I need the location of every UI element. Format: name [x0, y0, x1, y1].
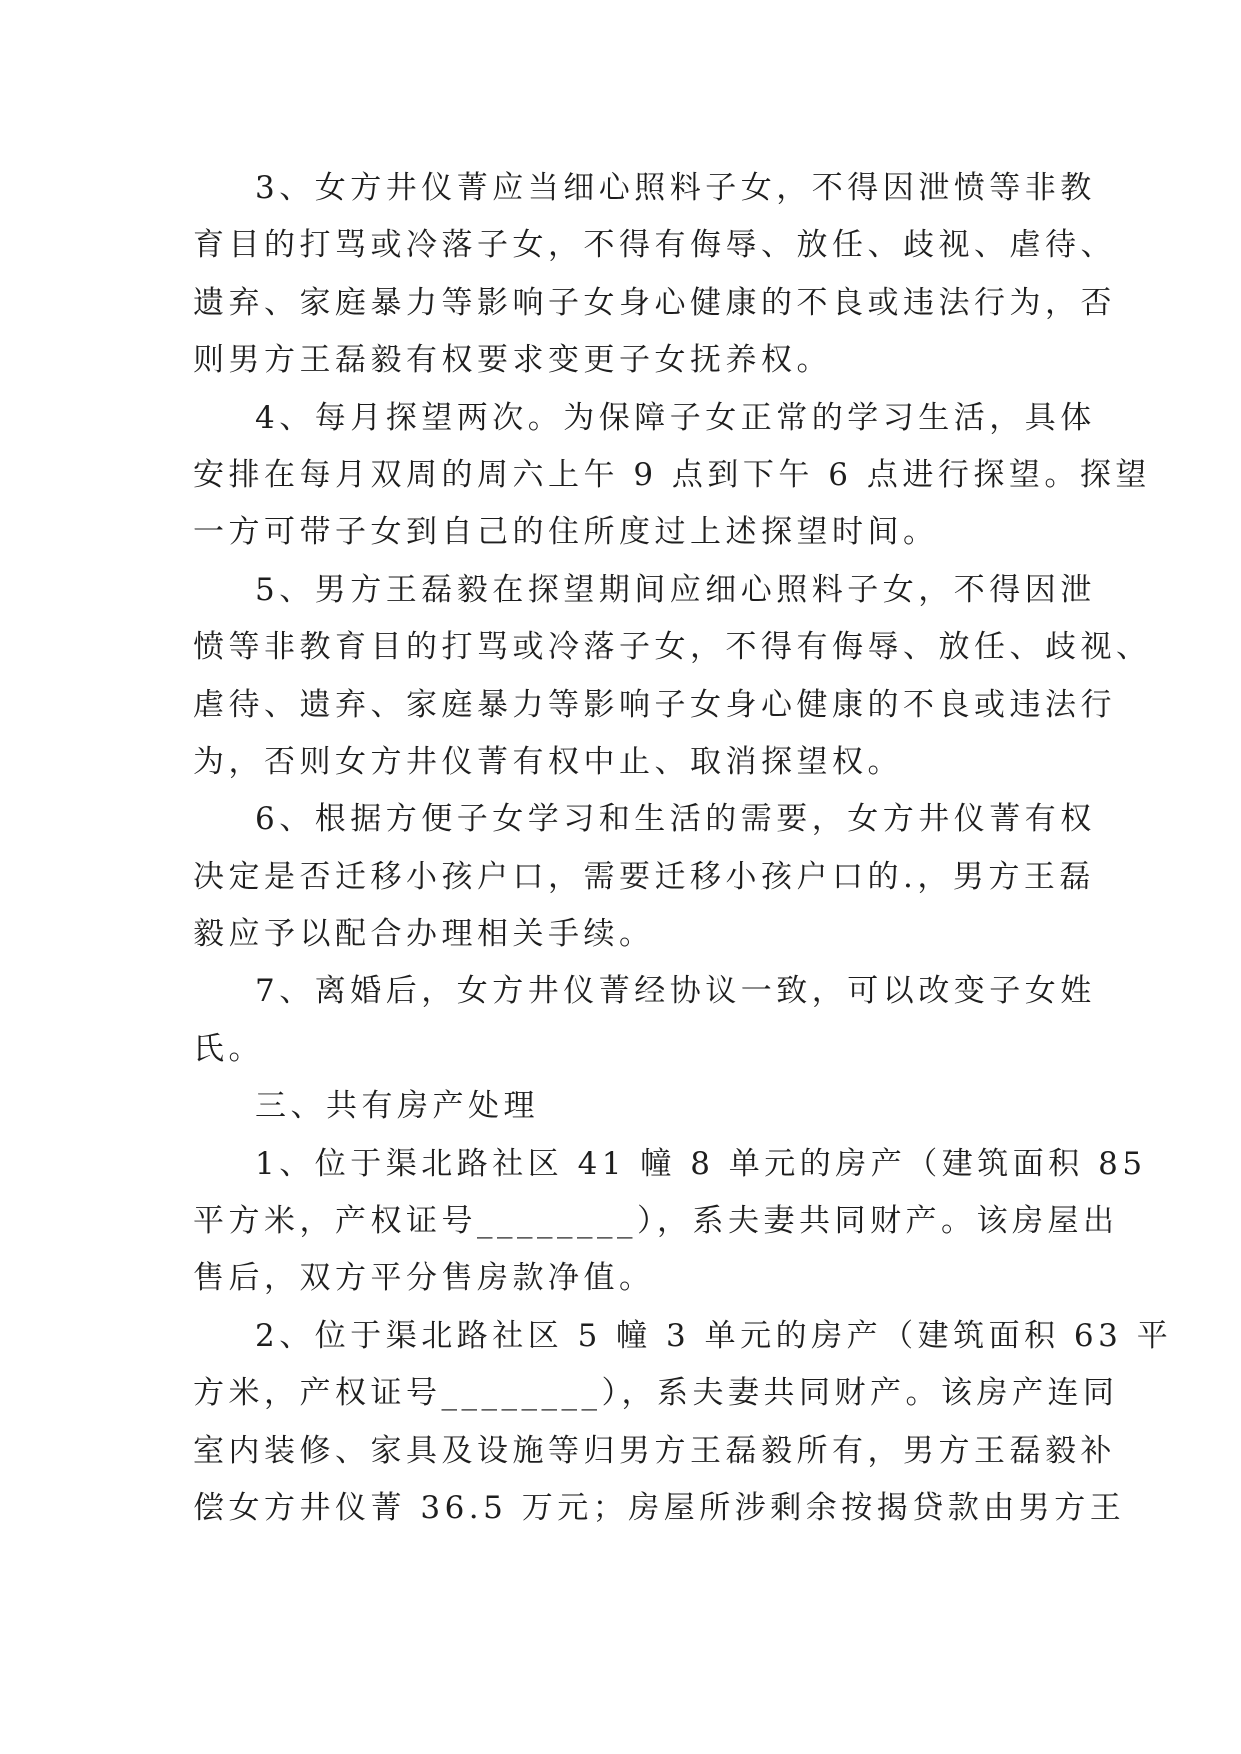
- paragraph-3-line-3: 遗弃、家庭暴力等影响子女身心健康的不良或违法行为，否: [193, 284, 1116, 321]
- paragraph-5-line-1: 5、男方王磊毅在探望期间应细心照料子女，不得因泄: [255, 571, 1096, 608]
- property-item-1-line-1: 1、位于渠北路社区 41 幢 8 单元的房产（建筑面积 85: [255, 1145, 1147, 1182]
- section-heading-property: 三、共有房产处理: [255, 1088, 539, 1125]
- paragraph-5-line-4: 为，否则女方井仪菁有权中止、取消探望权。: [193, 743, 903, 780]
- paragraph-6-line-2: 决定是否迁移小孩户口，需要迁移小孩户口的.，男方王磊: [193, 858, 1095, 895]
- paragraph-5-line-3: 虐待、遗弃、家庭暴力等影响子女身心健康的不良或违法行: [193, 686, 1116, 723]
- property-item-1-line-2: 平方米，产权证号________），系夫妻共同财产。该房屋出: [193, 1203, 1119, 1240]
- paragraph-3-line-1: 3、女方井仪菁应当细心照料子女，不得因泄愤等非教: [255, 170, 1096, 206]
- property-item-2-line-2: 方米，产权证号________），系夫妻共同财产。该房产连同: [193, 1375, 1119, 1412]
- paragraph-6-line-3: 毅应予以配合办理相关手续。: [193, 916, 655, 953]
- document-body: [193, 160, 1173, 1537]
- paragraph-3-line-4: 则男方王磊毅有权要求变更子女抚养权。: [193, 342, 832, 379]
- property-item-2-line-1: 2、位于渠北路社区 5 幢 3 单元的房产（建筑面积 63 平: [255, 1317, 1173, 1354]
- property-item-2-line-4: 偿女方井仪菁 36.5 万元；房屋所涉剩余按揭贷款由男方王: [193, 1489, 1126, 1526]
- paragraph-4-line-3: 一方可带子女到自己的住所度过上述探望时间。: [193, 514, 939, 551]
- property-item-1-line-3: 售后，双方平分售房款净值。: [193, 1260, 655, 1297]
- paragraph-4-line-2: 安排在每月双周的周六上午 9 点到下午 6 点进行探望。探望: [193, 456, 1151, 493]
- paragraph-7-line-1: 7、离婚后，女方井仪菁经协议一致，可以改变子女姓: [255, 973, 1096, 1010]
- paragraph-7-line-2: 氏。: [193, 1030, 264, 1067]
- paragraph-6-line-1: 6、根据方便子女学习和生活的需要，女方井仪菁有权: [255, 801, 1096, 838]
- paragraph-4-line-1: 4、每月探望两次。为保障子女正常的学习生活，具体: [255, 399, 1096, 436]
- paragraph-5-line-2: 愤等非教育目的打骂或冷落子女，不得有侮辱、放任、歧视、: [193, 629, 1152, 666]
- paragraph-3-line-2: 育目的打骂或冷落子女，不得有侮辱、放任、歧视、虐待、: [193, 227, 1116, 264]
- property-item-2-line-3: 室内装修、家具及设施等归男方王磊毅所有，男方王磊毅补: [193, 1432, 1116, 1469]
